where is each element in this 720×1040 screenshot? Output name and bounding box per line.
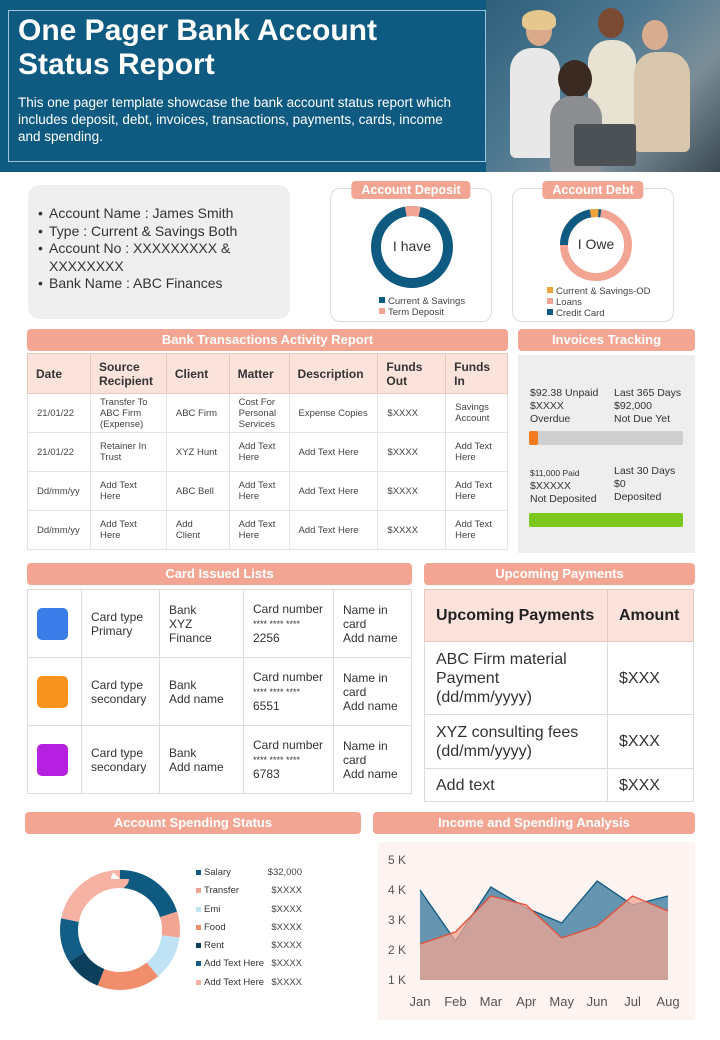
card-row <box>28 590 412 658</box>
invoice-paid-sub: $XXXXX <box>530 480 571 492</box>
table-row <box>425 769 694 802</box>
invoices-box <box>518 355 695 553</box>
x-tick-label: Aug <box>656 994 680 1009</box>
col-client: Client <box>166 354 229 394</box>
table-row <box>28 394 508 433</box>
cell: $XXX <box>608 769 694 802</box>
invoice-period-365 <box>614 387 681 426</box>
account-number: • Account No : XXXXXXXXX & XXXXXXXX <box>38 240 280 275</box>
unpaid-progress-fill <box>529 431 538 445</box>
cell: $XXXX <box>378 472 446 511</box>
invoice-paid <box>530 467 597 506</box>
table-header-row <box>425 590 694 642</box>
invoice-paid-amount: $11,000 Paid <box>530 468 580 478</box>
debt-center-label: I Owe <box>577 236 615 252</box>
cell: XYZ Hunt <box>166 433 229 472</box>
x-tick-label: Apr <box>516 994 537 1009</box>
cell: Cost For Personal Services <box>229 394 289 433</box>
cell: Dd/mm/yy <box>28 511 91 550</box>
spending-legend-item <box>196 904 306 922</box>
legend-value: $XXXX <box>271 958 302 970</box>
paid-progress-track <box>529 513 683 527</box>
cell: ABC Bell <box>166 472 229 511</box>
col-funds-out: Funds Out <box>378 354 446 394</box>
y-tick-label: 3 K <box>387 913 406 927</box>
cell: ABC Firm <box>166 394 229 433</box>
account-deposit-title: Account Deposit <box>351 181 470 199</box>
invoice-period-status: Not Due Yet <box>614 413 671 425</box>
debt-legend <box>547 286 651 319</box>
transactions-table <box>27 353 508 550</box>
col-funds-in: Funds In <box>446 354 508 394</box>
bank-name: • Bank Name : ABC Finances <box>38 275 280 293</box>
upcoming-title: Upcoming Payments <box>424 563 695 585</box>
table-row <box>28 511 508 550</box>
debt-legend-item: Current & Savings-OD <box>547 286 651 297</box>
legend-label: Emi <box>204 903 221 915</box>
card-name-cell: Name in card Add name <box>334 658 412 726</box>
legend-label: Salary <box>204 867 231 878</box>
account-name: • Account Name : James Smith <box>38 205 280 223</box>
page-subtitle: This one pager template showcase the bank account status report which includes deposit, debt, invoices, transactions, payments, cards, income and spending. <box>18 95 451 144</box>
invoice-period-status: Deposited <box>614 491 662 503</box>
cell: $XXXX <box>378 511 446 550</box>
cell: 21/01/22 <box>28 433 91 472</box>
cell: 21/01/22 <box>28 394 91 433</box>
invoice-paid-status: Not Deposited <box>530 493 597 505</box>
transactions-title: Bank Transactions Activity Report <box>27 329 508 351</box>
account-debt-card <box>512 183 674 322</box>
spending-legend <box>196 867 306 995</box>
debt-legend-item: Loans <box>547 297 651 308</box>
invoice-period-label: Last 30 Days <box>614 465 676 477</box>
legend-label: Transfer <box>204 885 240 897</box>
invoice-period-30 <box>614 465 675 504</box>
card-row <box>28 658 412 726</box>
col-amount: Amount <box>608 590 694 642</box>
upcoming-table <box>424 589 694 802</box>
account-deposit-card <box>330 183 492 322</box>
x-tick-label: Jun <box>586 994 608 1009</box>
invoice-unpaid-amount: $92.38 Unpaid <box>530 387 599 399</box>
invoice-unpaid-status: Overdue <box>530 413 571 425</box>
spending-legend-item <box>196 867 306 885</box>
legend-swatch <box>196 925 201 930</box>
deposit-center-label: I have <box>392 238 432 254</box>
legend-value: $XXXX <box>271 921 302 933</box>
legend-value: $XXXX <box>271 976 302 988</box>
spending-legend-item <box>196 977 306 995</box>
x-tick-label: Feb <box>444 994 467 1009</box>
cell: Transfer To ABC Firm (Expense) <box>90 394 166 433</box>
table-header-row <box>28 354 508 394</box>
spending-legend-item <box>196 922 306 940</box>
invoice-period-label: Last 365 Days <box>614 387 682 399</box>
area-chart-box <box>378 842 695 1020</box>
col-date: Date <box>28 354 91 394</box>
legend-label: Add Text Here <box>204 976 265 988</box>
legend-swatch <box>196 907 201 912</box>
col-upcoming: Upcoming Payments <box>425 590 608 642</box>
cell: Retainer In Trust <box>90 433 166 472</box>
cell: $XXXX <box>378 433 446 472</box>
card-type-cell: Card type Primary <box>82 590 160 658</box>
legend-value: $XXXX <box>271 903 302 915</box>
spending-legend-item <box>196 885 306 903</box>
cell: Add Text Here <box>229 511 289 550</box>
cell: Add Text Here <box>446 472 508 511</box>
team-photo <box>486 0 720 172</box>
invoice-period-amount: $0 <box>614 478 626 490</box>
spending-title: Account Spending Status <box>25 812 361 834</box>
col-description: Description <box>289 354 378 394</box>
cell: Add Text Here <box>90 511 166 550</box>
page-title: One Pager Bank Account Status Report <box>18 14 377 81</box>
invoice-unpaid-sub: $XXXX <box>530 400 564 412</box>
cell: Add text <box>425 769 608 802</box>
legend-value: $XXXX <box>271 885 302 897</box>
area-series-1 <box>420 896 668 980</box>
cards-title: Card Issued Lists <box>27 563 412 585</box>
deposit-legend-item: Current & Savings <box>379 296 465 307</box>
legend-swatch <box>196 980 201 985</box>
debt-legend-item: Credit Card <box>547 308 651 319</box>
account-debt-title: Account Debt <box>542 181 643 199</box>
spending-legend-item <box>196 940 306 958</box>
card-color-swatch <box>37 676 68 708</box>
cell: Add Text Here <box>289 472 378 511</box>
x-tick-label: May <box>549 994 574 1009</box>
table-row <box>425 715 694 769</box>
cell: Add Client <box>166 511 229 550</box>
cards-table <box>27 589 412 794</box>
cell: Add Text Here <box>446 511 508 550</box>
cell: Add Text Here <box>229 433 289 472</box>
card-type-cell: Card type secondary <box>82 658 160 726</box>
legend-swatch <box>196 870 201 875</box>
cell: Dd/mm/yy <box>28 472 91 511</box>
x-tick-label: Jul <box>624 994 641 1009</box>
legend-label: Food <box>204 921 226 933</box>
card-number-cell: Card number **** **** **** 2256 <box>244 590 334 658</box>
y-tick-label: 1 K <box>387 973 406 987</box>
cell: XYZ consulting fees (dd/mm/yyyy) <box>425 715 608 769</box>
legend-value: $32,000 <box>267 867 302 878</box>
invoice-unpaid <box>530 387 598 426</box>
legend-label: Rent <box>204 940 225 952</box>
table-row <box>425 642 694 715</box>
deposit-legend-item: Term Deposit <box>379 307 465 318</box>
y-tick-label: 2 K <box>387 943 406 957</box>
legend-value: $XXXX <box>271 940 302 952</box>
account-type: • Type : Current & Savings Both <box>38 223 280 241</box>
legend-swatch <box>196 961 201 966</box>
table-row <box>28 472 508 511</box>
cell: $XXX <box>608 642 694 715</box>
y-tick-label: 5 K <box>387 853 406 867</box>
deposit-legend <box>379 296 465 318</box>
unpaid-progress-track <box>529 431 683 445</box>
invoices-title: Invoices Tracking <box>518 329 695 351</box>
col-matter: Matter <box>229 354 289 394</box>
paid-progress-fill <box>529 513 683 527</box>
card-name-cell: Name in card Add name <box>334 726 412 794</box>
area-chart <box>378 842 695 1020</box>
header-banner <box>0 0 720 172</box>
card-bank-cell: Bank Add name <box>160 658 244 726</box>
card-color-swatch <box>37 744 68 776</box>
cell: Add Text Here <box>229 472 289 511</box>
card-row <box>28 726 412 794</box>
cell: $XXXX <box>378 394 446 433</box>
spending-legend-item <box>196 958 306 976</box>
card-number-cell: Card number **** **** **** 6783 <box>244 726 334 794</box>
card-bank-cell: Bank Add name <box>160 726 244 794</box>
card-number-cell: Card number **** **** **** 6551 <box>244 658 334 726</box>
area-chart-title: Income and Spending Analysis <box>373 812 695 834</box>
card-bank-cell: Bank XYZ Finance <box>160 590 244 658</box>
x-tick-label: Mar <box>479 994 503 1009</box>
card-color-swatch <box>37 608 68 640</box>
account-info-box <box>28 185 290 319</box>
cell: Add Text Here <box>289 511 378 550</box>
invoice-period-amount: $92,000 <box>614 400 652 412</box>
spending-donut <box>50 860 190 1000</box>
cell: Add Text Here <box>289 433 378 472</box>
legend-swatch <box>196 888 201 893</box>
cell: ABC Firm material Payment (dd/mm/yyyy) <box>425 642 608 715</box>
legend-swatch <box>196 943 201 948</box>
cell: $XXX <box>608 715 694 769</box>
x-tick-label: Jan <box>409 994 431 1009</box>
cell: Add Text Here <box>446 433 508 472</box>
legend-label: Add Text Here <box>204 958 265 970</box>
cell: Savings Account <box>446 394 508 433</box>
y-tick-label: 4 K <box>387 883 406 897</box>
col-source: Source Recipient <box>90 354 166 394</box>
card-type-cell: Card type secondary <box>82 726 160 794</box>
table-row <box>28 433 508 472</box>
cell: Expense Copies <box>289 394 378 433</box>
card-name-cell: Name in card Add name <box>334 590 412 658</box>
cell: Add Text Here <box>90 472 166 511</box>
